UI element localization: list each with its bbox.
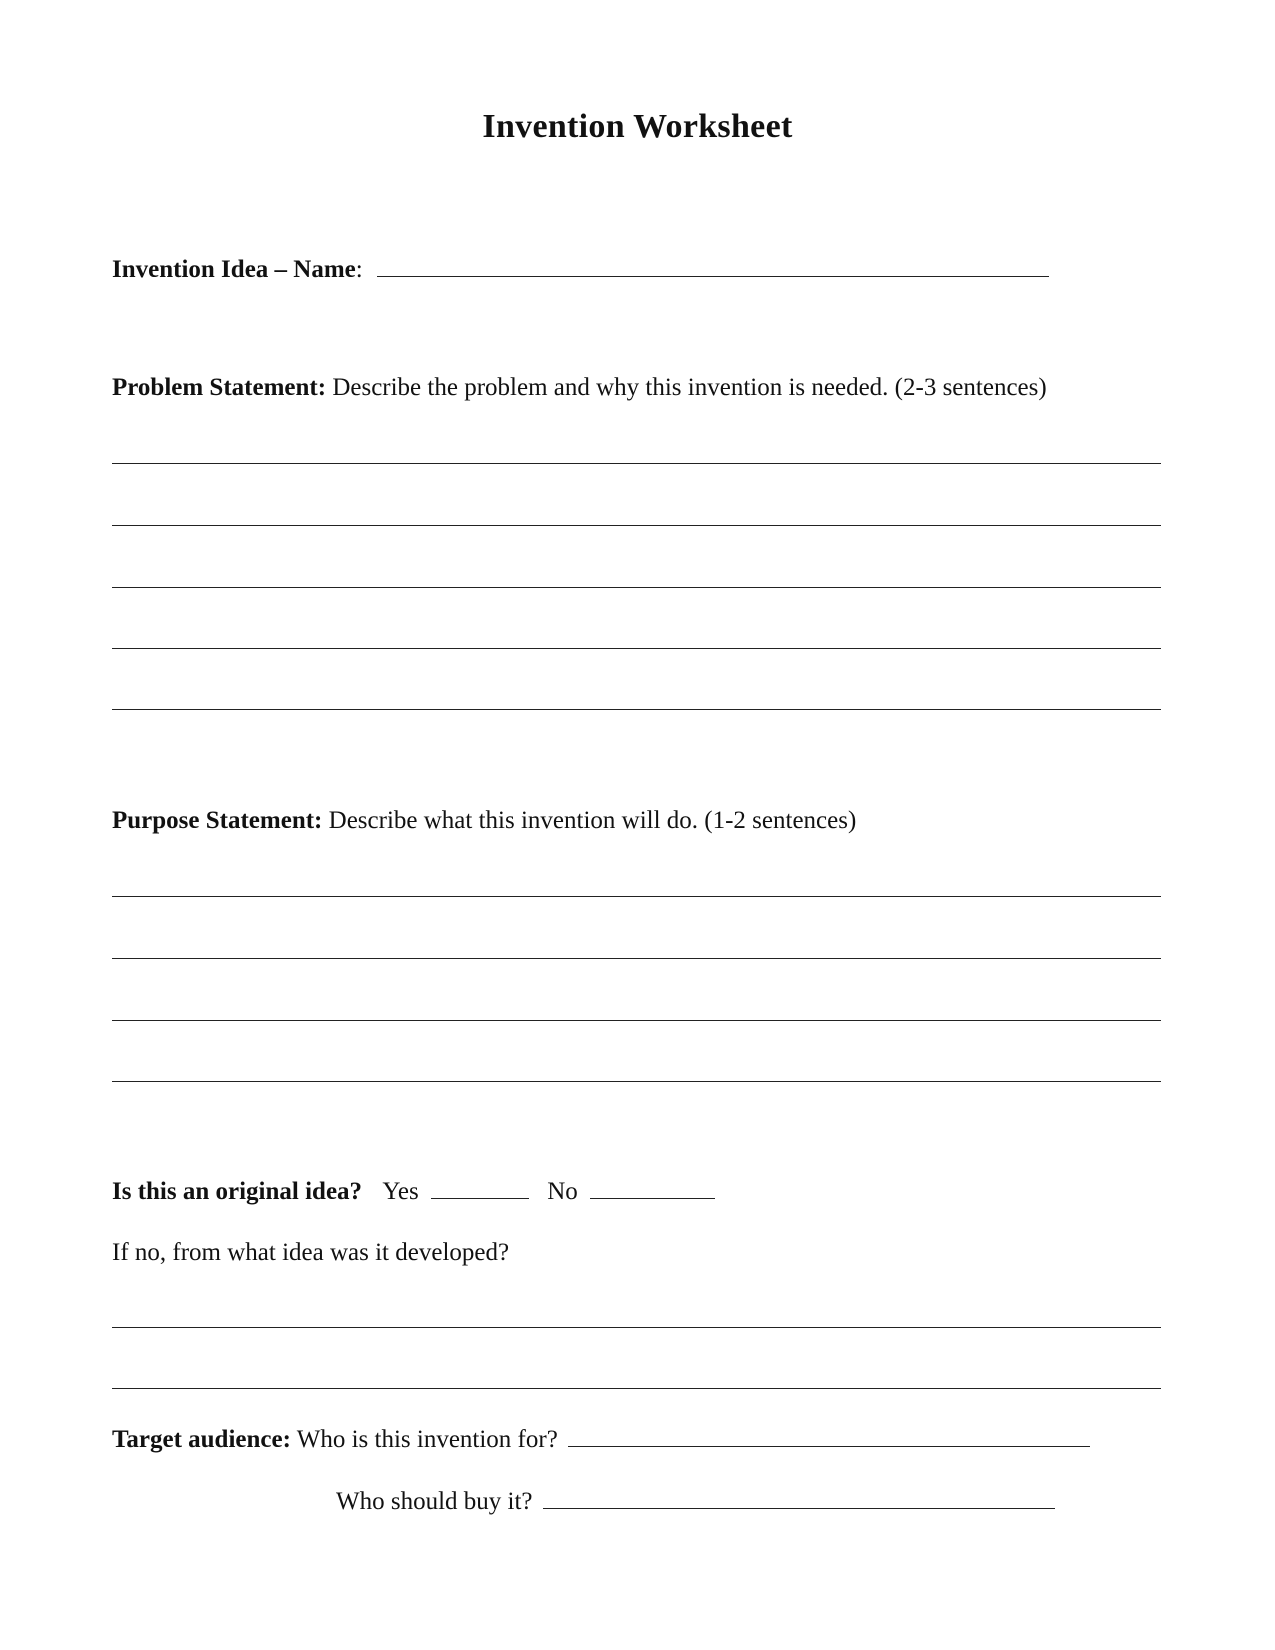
problem-answer-line-3[interactable] xyxy=(112,587,1161,588)
original-idea-row xyxy=(112,1176,715,1208)
who-should-buy-question: Who should buy it? xyxy=(336,1488,533,1515)
developed-from-line-1[interactable] xyxy=(112,1327,1161,1328)
purpose-answer-line-3[interactable] xyxy=(112,1020,1161,1021)
purpose-answer-line-4[interactable] xyxy=(112,1081,1161,1082)
developed-from-line-2[interactable] xyxy=(112,1388,1161,1389)
invention-name-label: Invention Idea – Name xyxy=(112,256,356,283)
original-followup-question: If no, from what idea was it developed? xyxy=(112,1239,510,1266)
target-audience-who-for: Who is this invention for? xyxy=(296,1426,558,1453)
problem-answer-line-1[interactable] xyxy=(112,463,1161,464)
purpose-statement-prompt: Describe what this invention will do. (1-2 sentences) xyxy=(328,807,857,834)
original-no-field[interactable] xyxy=(590,1176,715,1199)
original-idea-label: Is this an original idea? xyxy=(112,1178,363,1205)
original-yes-field[interactable] xyxy=(431,1176,529,1199)
original-followup-row xyxy=(112,1237,509,1269)
target-audience-row xyxy=(112,1424,1090,1456)
invention-name-colon: : xyxy=(355,256,363,283)
who-should-buy-row xyxy=(336,1486,1055,1518)
target-audience-label: Target audience: xyxy=(112,1426,291,1453)
problem-statement-prompt: Describe the problem and why this invention is needed. (2-3 sentences) xyxy=(332,374,1047,401)
purpose-statement-label: Purpose Statement: xyxy=(112,807,323,834)
problem-statement-row xyxy=(112,372,1047,404)
invention-name-field[interactable] xyxy=(377,254,1049,277)
purpose-answer-line-1[interactable] xyxy=(112,896,1161,897)
invention-name-row xyxy=(112,254,1049,286)
purpose-statement-row xyxy=(112,805,856,837)
who-should-buy-field[interactable] xyxy=(543,1486,1055,1509)
problem-statement-label: Problem Statement: xyxy=(112,374,327,401)
problem-answer-line-4[interactable] xyxy=(112,648,1161,649)
original-no-label: No xyxy=(547,1178,578,1205)
page-title: Invention Worksheet xyxy=(482,108,793,145)
target-audience-who-for-field[interactable] xyxy=(568,1424,1090,1447)
purpose-answer-line-2[interactable] xyxy=(112,958,1161,959)
problem-answer-line-2[interactable] xyxy=(112,525,1161,526)
problem-answer-line-5[interactable] xyxy=(112,709,1161,710)
original-yes-label: Yes xyxy=(382,1178,419,1205)
